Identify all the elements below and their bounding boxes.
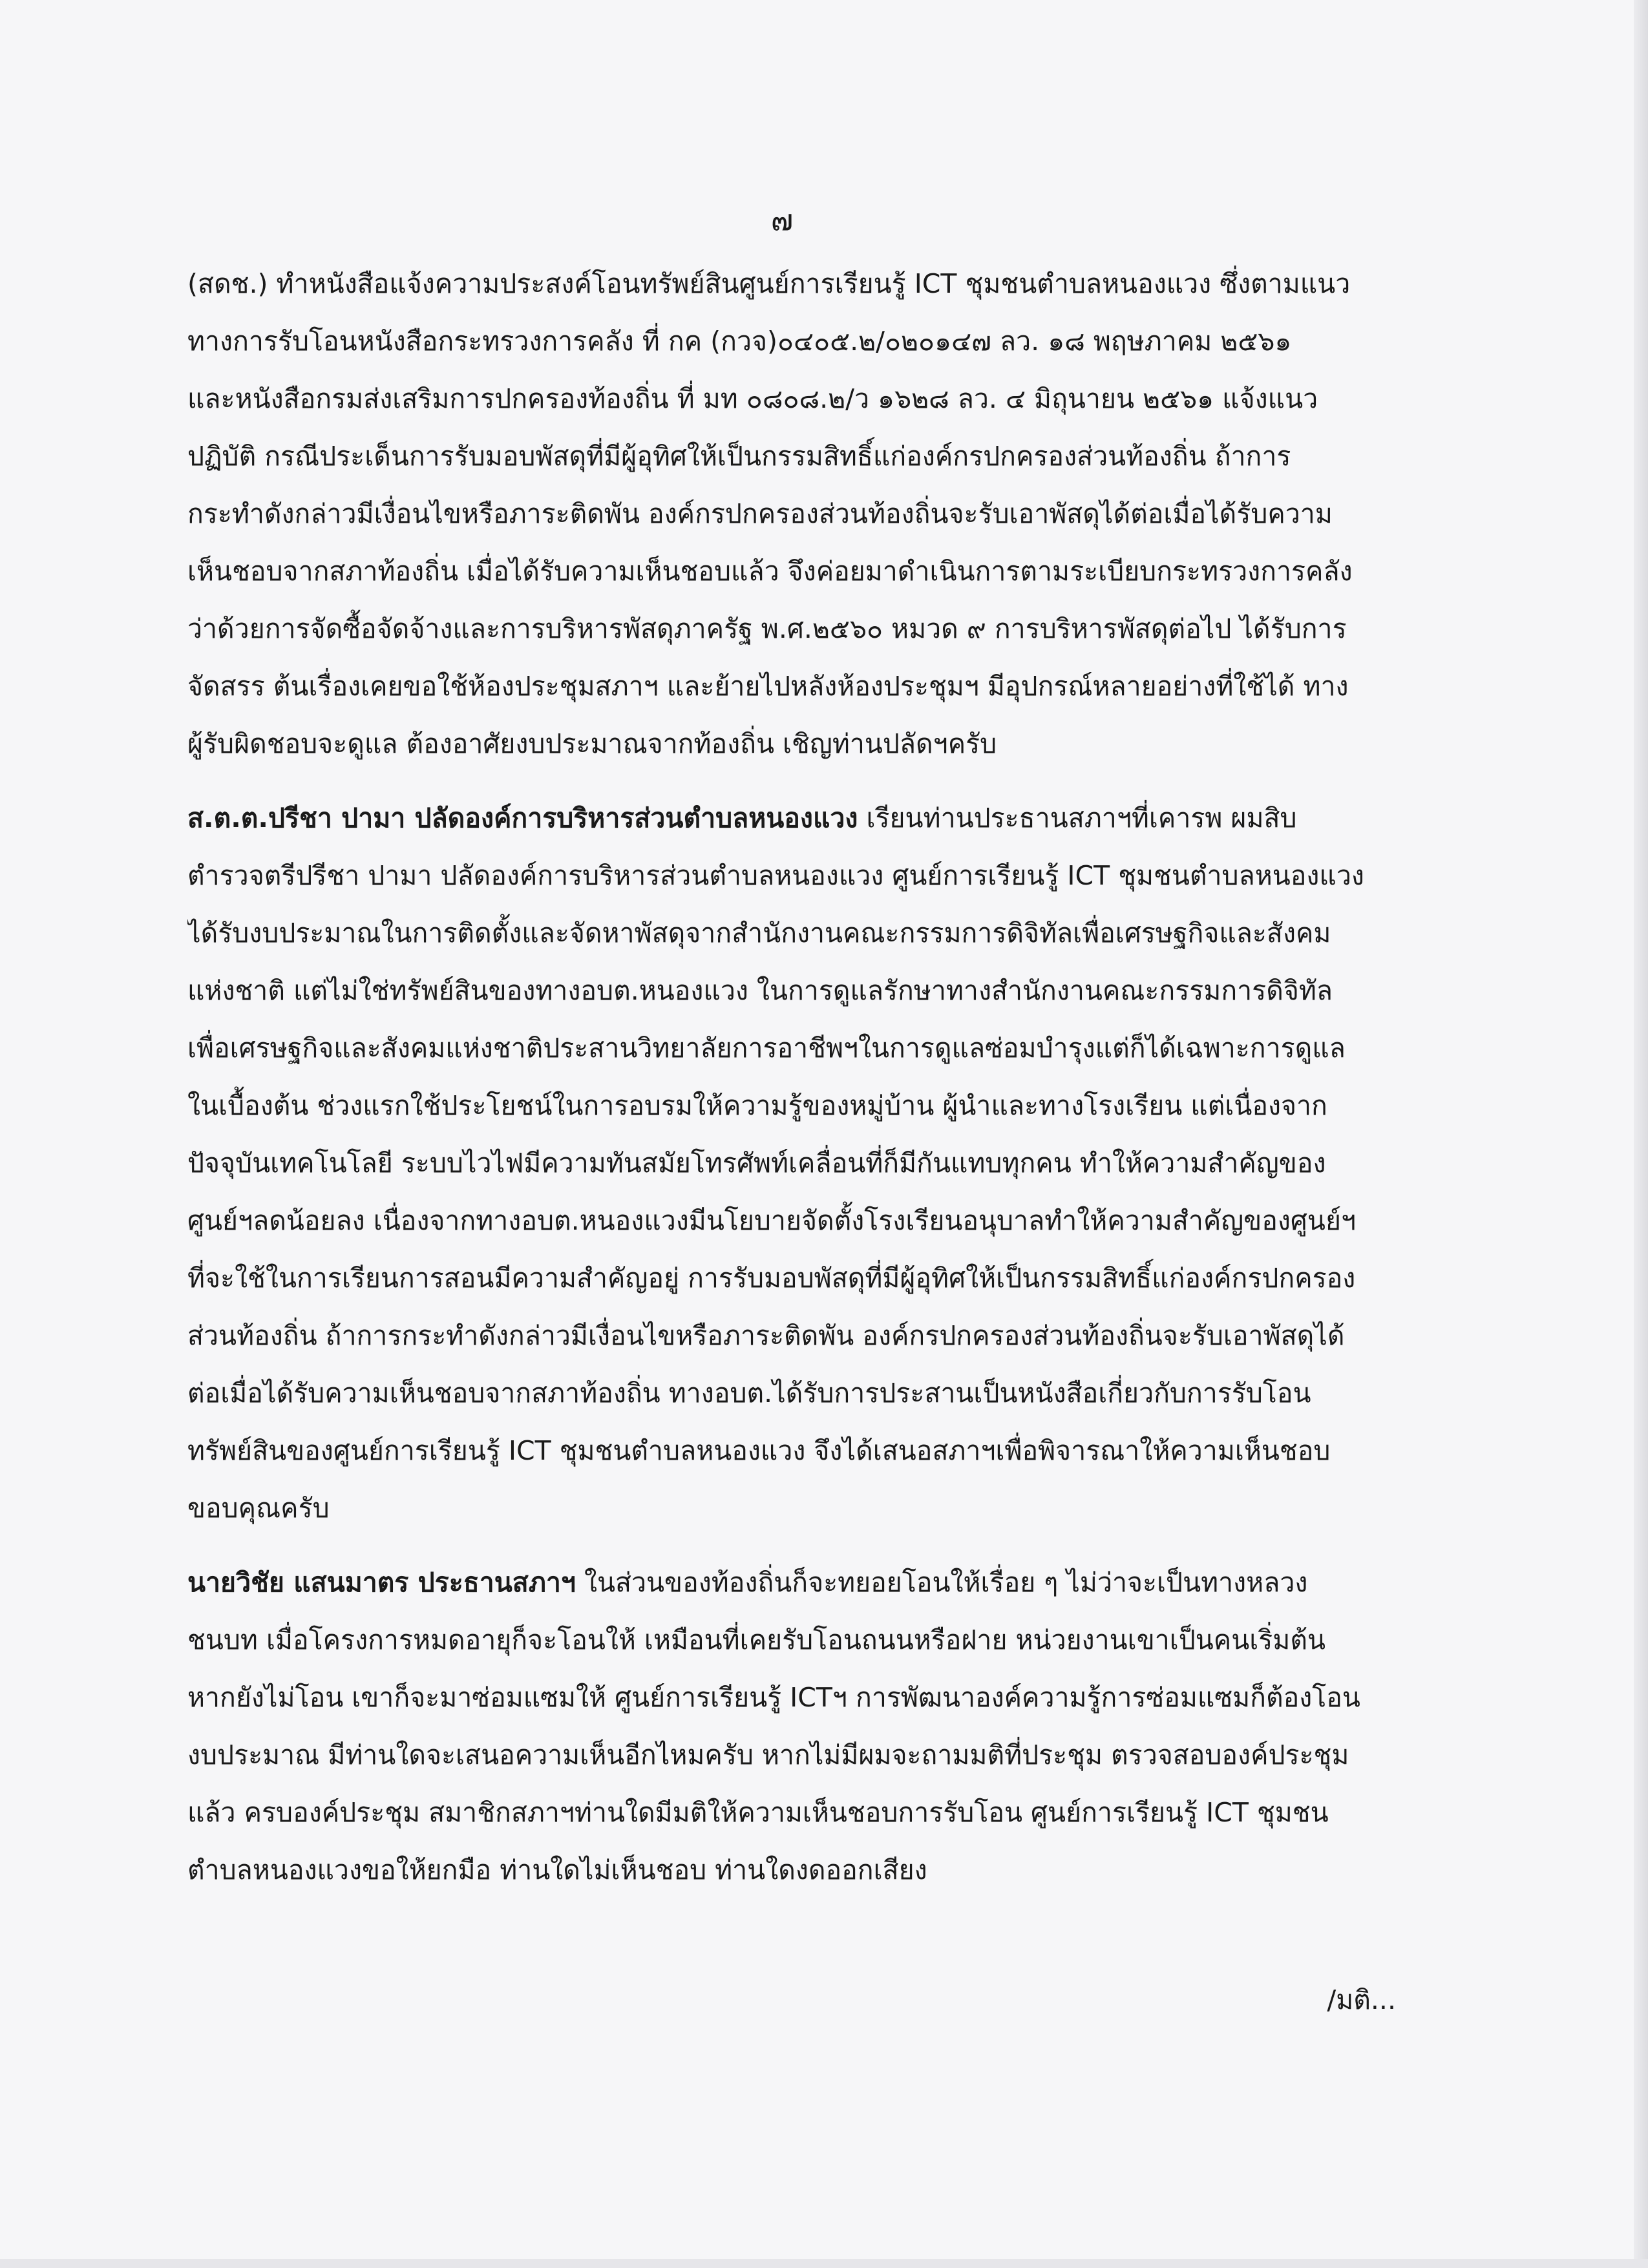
text-line: เพื่อเศรษฐกิจและสังคมแห่งชาติประสานวิทยาลัยการอาชีพฯในการดูแลซ่อมบำรุงแต่ก็ได้เฉพาะการดูแล [187,1033,1346,1064]
text-line: (สดช.) ทำหนังสือแจ้งความประสงค์โอนทรัพย์สินศูนย์การเรียนรู้ ICT ชุมชนตำบลหนองแวง ซึ่งตามแนว [187,268,1351,299]
continuation-marker: /มติ... [1327,1984,1396,2015]
text-line [187,1554,1409,1612]
speaker-name: นายวิชัย แสนมาตร ประธานสภาฯ [187,1567,576,1598]
text-line: ตำรวจตรีปรีชา ปามา ปลัดองค์การบริหารส่วนตำบลหนองแวง ศูนย์การเรียนรู้ ICT ชุมชนตำบลหนองแวง [187,860,1364,891]
text-line: งบประมาณ มีท่านใดจะเสนอความเห็นอีกไหมครับ หากไม่มีผมจะถามมติที่ประชุม ตรวจสอบองค์ประชุม [187,1739,1349,1770]
text-line: ขอบคุณครับ [187,1493,330,1524]
speech-text: เรียนท่านประธานสภาฯที่เคารพ ผมสิบ [858,803,1297,834]
paragraph-chairman-statement [187,1554,1409,1899]
paragraph-continuation [187,255,1409,773]
text-line: แล้ว ครบองค์ประชุม สมาชิกสภาฯท่านใดมีมติให้ความเห็นชอบการรับโอน ศูนย์การเรียนรู้ ICT ชุมชน [187,1797,1329,1828]
page-number: ๗ [770,202,794,237]
text-line: แห่งชาติ แต่ไม่ใช่ทรัพย์สินของทางอบต.หนองแวง ในการดูแลรักษาทางสำนักงานคณะกรรมการดิจิทัล [187,975,1333,1006]
text-line: หากยังไม่โอน เขาก็จะมาซ่อมแซมให้ ศูนย์การเรียนรู้ ICTฯ การพัฒนาองค์ความรู้การซ่อมแซมก็ต้องโอน [187,1682,1360,1713]
text-line: จัดสรร ต้นเรื่องเคยขอใช้ห้องประชุมสภาฯ และย้ายไปหลังห้องประชุมฯ มีอุปกรณ์หลายอย่างที่ใช้ได้ ทาง [187,671,1349,702]
text-line: ในเบื้องต้น ช่วงแรกใช้ประโยชน์ในการอบรมให้ความรู้ของหมู่บ้าน ผู้นำและทางโรงเรียน แต่เนื่องจาก [187,1090,1327,1121]
speech-text: ในส่วนของท้องถิ่นก็จะทยอยโอนให้เรื่อย ๆ ไม่ว่าจะเป็นทางหลวง [575,1567,1308,1598]
text-line: ทางการรับโอนหนังสือกระทรวงการคลัง ที่ กค (กวจ)๐๔๐๕.๒/๐๒๐๑๔๗ ลว. ๑๘ พฤษภาคม ๒๕๖๑ [187,326,1292,357]
text-line [187,790,1409,847]
paragraph-gap [187,1537,1409,1554]
text-line: ได้รับงบประมาณในการติดตั้งและจัดหาพัสดุจากสำนักงานคณะกรรมการดิจิทัลเพื่อเศรษฐกิจและสังคม [187,918,1331,949]
text-line: ชนบท เมื่อโครงการหมดอายุก็จะโอนให้ เหมือนที่เคยรับโอนถนนหรือฝาย หน่วยงานเขาเป็นคนเริ่มต้น [187,1624,1326,1655]
document-body [187,255,1409,1899]
text-line: ทรัพย์สินของศูนย์การเรียนรู้ ICT ชุมชนตำบลหนองแวง จึงได้เสนอสภาฯเพื่อพิจารณาให้ความเห็นชอบ [187,1435,1331,1466]
text-line: เห็นชอบจากสภาท้องถิ่น เมื่อได้รับความเห็นชอบแล้ว จึงค่อยมาดำเนินการตามระเบียบกระทรวงการคลัง [187,556,1353,587]
text-line: ปฏิบัติ กรณีประเด็นการรับมอบพัสดุที่มีผู้อุทิศให้เป็นกรรมสิทธิ์แก่องค์กรปกครองส่วนท้องถิ่น ถ้าการ [187,441,1291,472]
paragraph-gap [187,773,1409,790]
text-line: ตำบลหนองแวงขอให้ยกมือ ท่านใดไม่เห็นชอบ ท่านใดงดออกเสียง [187,1854,927,1885]
text-line: กระทำดังกล่าวมีเงื่อนไขหรือภาระติดพัน องค์กรปกครองส่วนท้องถิ่นจะรับเอาพัสดุได้ต่อเมื่อได้รับความ [187,498,1333,529]
text-line: ส่วนท้องถิ่น ถ้าการกระทำดังกล่าวมีเงื่อนไขหรือภาระติดพัน องค์กรปกครองส่วนท้องถิ่นจะรับเอาพัสดุได้ [187,1320,1345,1351]
text-line: ปัจจุบันเทคโนโลยี ระบบไวไฟมีความทันสมัยโทรศัพท์เคลื่อนที่ก็มีกันแทบทุกคน ทำให้ความสำคัญของ [187,1148,1326,1179]
text-line: ต่อเมื่อได้รับความเห็นชอบจากสภาท้องถิ่น ทางอบต.ได้รับการประสานเป็นหนังสือเกี่ยวกับการรับโอน [187,1378,1311,1409]
paragraph-deputy-statement [187,790,1409,1537]
scan-edge-bottom [0,2259,1648,2268]
speaker-name: ส.ต.ต.ปรีชา ปามา ปลัดองค์การบริหารส่วนตำบลหนองแวง [187,803,858,834]
text-line: ว่าด้วยการจัดซื้อจัดจ้างและการบริหารพัสดุภาครัฐ พ.ศ.๒๕๖๐ หมวด ๙ การบริหารพัสดุต่อไป ได้รับการ [187,613,1347,644]
text-line: ผู้รับผิดชอบจะดูแล ต้องอาศัยงบประมาณจากท้องถิ่น เชิญท่านปลัดฯครับ [187,728,997,759]
text-line: ศูนย์ฯลดน้อยลง เนื่องจากทางอบต.หนองแวงมีนโยบายจัดตั้งโรงเรียนอนุบาลทำให้ความสำคัญของศูนย์ฯ [187,1205,1357,1236]
text-line: และหนังสือกรมส่งเสริมการปกครองท้องถิ่น ที่ มท ๐๘๐๘.๒/ว ๑๖๒๘ ลว. ๔ มิถุนายน ๒๕๖๑ แจ้งแนว [187,383,1318,414]
text-line: ที่จะใช้ในการเรียนการสอนมีความสำคัญอยู่ การรับมอบพัสดุที่มีผู้อุทิศให้เป็นกรรมสิทธิ์แก่องค์กรปกครอง [187,1263,1356,1294]
scan-edge [1634,0,1648,2268]
